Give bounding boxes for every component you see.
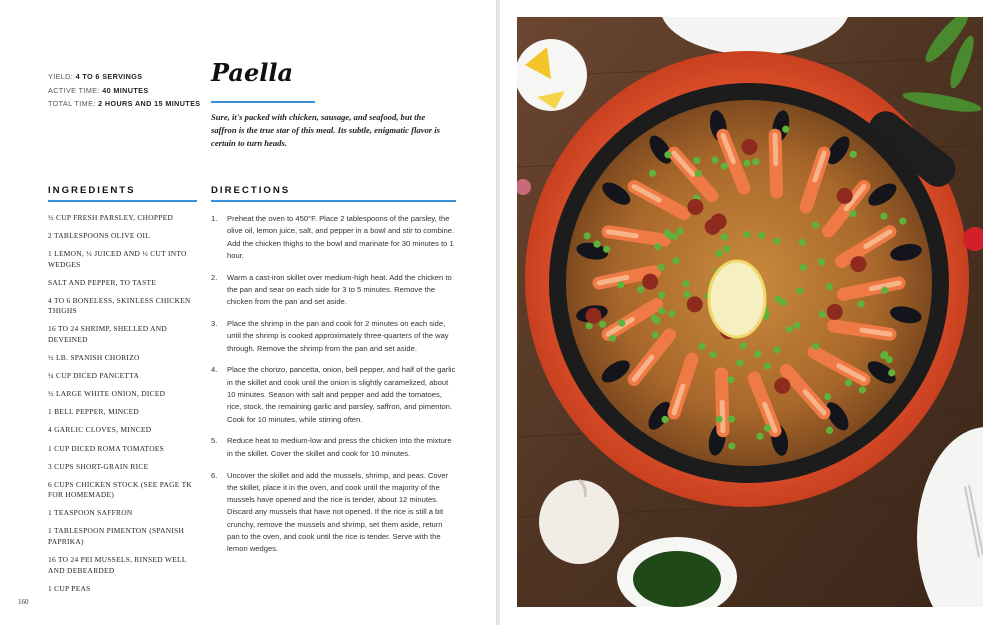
pea: [728, 442, 735, 449]
recipe-meta: [48, 70, 200, 111]
paella-illustration: [517, 17, 983, 607]
ingredient-item: ¼ CUP DICED PANCETTA: [48, 371, 140, 381]
direction-step: [211, 318, 456, 355]
total-time-value: 2 HOURS AND 15 MINUTES: [98, 99, 201, 108]
pea: [796, 287, 803, 294]
chorizo-slice: [585, 308, 601, 324]
pea: [609, 335, 616, 342]
pea: [740, 342, 747, 349]
pea: [786, 326, 793, 333]
pea: [637, 286, 644, 293]
ingredient-item: 6 CUPS CHICKEN STOCK (SEE PAGE TK FOR HOMEMADE): [48, 479, 193, 500]
pea: [682, 280, 689, 287]
pea: [617, 281, 624, 288]
step-text: Place the chorizo, pancetta, onion, bell pepper, and half of the garlic in the skillet and cook until the onion is slightly caramelized, about 10 minutes. Season with salt and pepper and add the tomatoes, rice, stock, the remaining garlic and parsley, saffron, and pimenton. Cook for 10 minutes, while stirring often.: [227, 365, 456, 424]
pea: [658, 264, 665, 271]
pea: [661, 416, 668, 423]
pea: [800, 264, 807, 271]
ingredient-item: 1 BELL PEPPER, MINCED: [48, 407, 140, 417]
chorizo-slice: [837, 188, 853, 204]
ingredient-item: 1 LEMON, ½ JUICED AND ½ CUT INTO WEDGES: [48, 249, 187, 269]
pea: [695, 170, 702, 177]
pea: [599, 321, 606, 328]
step-text: Uncover the skillet and add the mussels, shrimp, and peas. Cover the skillet, place it in the oven, and cook until the majority of the mussels have opened and the rice is tender, about 12 minutes. Discard any mussels that have not opened. If the rice is still a bit crunchy, remove the mussels and shrimp, set them aside, return pan to the oven, and cook until the rice is tender. Serve with the lemon wedges.: [227, 470, 449, 554]
ingredient-item: 2 TABLESPOONS OLIVE OIL: [48, 231, 151, 241]
pea: [826, 283, 833, 290]
yield-value: 4 TO 6 SERVINGS: [75, 72, 143, 81]
pea: [693, 157, 700, 164]
active-time-value: 40 MINUTES: [102, 85, 149, 95]
pea: [584, 232, 591, 239]
pea: [849, 210, 856, 217]
pea: [668, 310, 675, 317]
pea: [672, 257, 679, 264]
pea: [764, 425, 771, 432]
total-time-row: [48, 97, 200, 111]
step-number: 3.: [211, 319, 218, 329]
chorizo-slice: [774, 378, 790, 394]
step-number: 1.: [211, 214, 218, 223]
active-time-row: [48, 84, 200, 98]
pea: [752, 158, 759, 165]
pea: [764, 362, 771, 369]
directions-rule: [211, 200, 456, 202]
chorizo-slice: [687, 296, 703, 312]
directions-heading: DIRECTIONS: [211, 185, 291, 196]
ingredient-item: 1 CUP PEAS: [48, 583, 91, 593]
center-lemon-wedge: [709, 261, 765, 337]
paella-photo: [517, 17, 983, 607]
pea: [880, 213, 887, 220]
ingredient-item: 4 TO 6 BONELESS, SKINLESS CHICKEN THIGHS: [48, 295, 191, 316]
pea: [773, 237, 780, 244]
pea: [780, 299, 787, 306]
recipe-intro: Sure, it's packed with chicken, sausage, and seafood, but the saffron is the true star of this meal. Its subtle, enigmatic flavor is certain to turn heads.: [211, 112, 441, 148]
chorizo-slice: [827, 304, 843, 320]
step-text: Reduce heat to medium-low and press the chicken into the mixture in the skillet. Cover the skillet and cook for 10 minutes.: [227, 436, 452, 458]
pea: [899, 218, 906, 225]
pea: [793, 322, 800, 329]
pea: [736, 359, 743, 366]
pea: [859, 386, 866, 393]
ingredient-item: 1 TEASPOON SAFFRON: [48, 508, 133, 518]
pea: [881, 287, 888, 294]
pea: [799, 239, 806, 246]
direction-step: [211, 213, 456, 262]
pea: [715, 250, 722, 257]
left-page: [0, 0, 497, 625]
garlic-bulb: [539, 480, 619, 564]
directions-list: [211, 213, 456, 565]
step-text: Preheat the oven to 450°F. Place 2 tablespoons of the parsley, the olive oil, lemon juice, salt, and pepper in a bowl and stir to combine. Add the chicken thighs to the bowl and marinate for 30 minutes to 1 hour.: [227, 214, 455, 260]
pea: [774, 346, 781, 353]
chorizo-slice: [711, 214, 727, 230]
pea: [710, 351, 717, 358]
pea: [711, 156, 718, 163]
pea: [715, 416, 722, 423]
ingredients-list: [48, 213, 198, 602]
pea: [658, 307, 665, 314]
pea: [782, 126, 789, 133]
ingredient-item: ½ LB. SPANISH CHORIZO: [48, 353, 140, 363]
pea: [593, 240, 600, 247]
shrimp-highlight: [722, 402, 723, 430]
step-text: Warm a cast-iron skillet over medium-high heat. Add the chicken to the pan and sear on each side for 3 to 5 minutes. Remove the chicken from the pan and set aside.: [227, 272, 452, 307]
chorizo-slice: [850, 256, 866, 272]
pea: [812, 343, 819, 350]
pea: [728, 416, 735, 423]
pea: [654, 243, 661, 250]
pea: [677, 227, 684, 234]
step-number: 5.: [211, 436, 218, 446]
shrimp-highlight: [775, 135, 776, 163]
pea: [721, 233, 728, 240]
ingredient-item: 1 CUP DICED ROMA TOMATOES: [48, 443, 165, 453]
pea: [653, 317, 660, 324]
pea: [819, 311, 826, 318]
pea: [758, 232, 765, 239]
pea: [658, 292, 665, 299]
pea: [850, 151, 857, 158]
pea: [858, 300, 865, 307]
pea: [664, 151, 671, 158]
chorizo-slice: [642, 274, 658, 290]
ingredients-rule: [48, 200, 197, 202]
step-number: 4.: [211, 365, 218, 375]
title-rule: [211, 101, 315, 103]
ingredient-item: 16 TO 24 SHRIMP, SHELLED AND DEVEINED: [48, 324, 167, 344]
ingredient-item: SALT AND PEPPER, TO TASTE: [48, 277, 157, 287]
pea: [826, 427, 833, 434]
ingredient-item: 16 TO 24 PEI MUSSELS, RINSED WELL AND DEBEARDED: [48, 555, 187, 575]
pea: [756, 433, 763, 440]
step-text: Place the shrimp in the pan and cook for 2 minutes on each side, until the shrimp is cooked approximately three-quarters of the way through. Remove the shrimp from the pan and set aside.: [227, 319, 449, 353]
pea: [727, 376, 734, 383]
pea: [824, 393, 831, 400]
step-number: 6.: [211, 470, 218, 480]
pea: [652, 331, 659, 338]
pea: [721, 162, 728, 169]
direction-step: [211, 272, 456, 309]
direction-step: [211, 435, 456, 460]
pea: [754, 350, 761, 357]
ingredient-item: ½ LARGE WHITE ONION, DICED: [48, 389, 166, 399]
pea: [683, 291, 690, 298]
chopped-parsley: [633, 551, 721, 607]
pea: [743, 160, 750, 167]
direction-step: [211, 470, 456, 556]
pea: [888, 369, 895, 376]
ingredient-item: 4 GARLIC CLOVES, MINCED: [48, 425, 152, 435]
yield-label: YIELD:: [48, 72, 74, 81]
pea: [812, 221, 819, 228]
pea: [845, 379, 852, 386]
pea: [743, 231, 750, 238]
pea: [649, 170, 656, 177]
step-number: 2.: [211, 272, 218, 282]
ingredient-item: 3 CUPS SHORT-GRAIN RICE: [48, 461, 149, 471]
chorizo-slice: [742, 139, 758, 155]
ingredient-item: 1 TABLESPOON PIMENTON (SPANISH PAPRIKA): [48, 526, 185, 546]
direction-step: [211, 364, 456, 425]
chorizo-slice: [687, 199, 703, 215]
page-number: 160: [18, 598, 29, 606]
pea: [664, 229, 671, 236]
pea: [698, 343, 705, 350]
pea: [618, 320, 625, 327]
pea: [818, 258, 825, 265]
recipe-title: Paella: [211, 58, 294, 87]
pea: [723, 245, 730, 252]
total-time-label: TOTAL TIME:: [48, 99, 96, 108]
active-time-label: ACTIVE TIME:: [48, 85, 100, 95]
pea: [603, 246, 610, 253]
yield-row: [48, 70, 200, 84]
ingredients-heading: INGREDIENTS: [48, 185, 136, 196]
ingredient-item: ½ CUP FRESH PARSLEY, CHOPPED: [48, 213, 174, 222]
pea: [881, 351, 888, 358]
